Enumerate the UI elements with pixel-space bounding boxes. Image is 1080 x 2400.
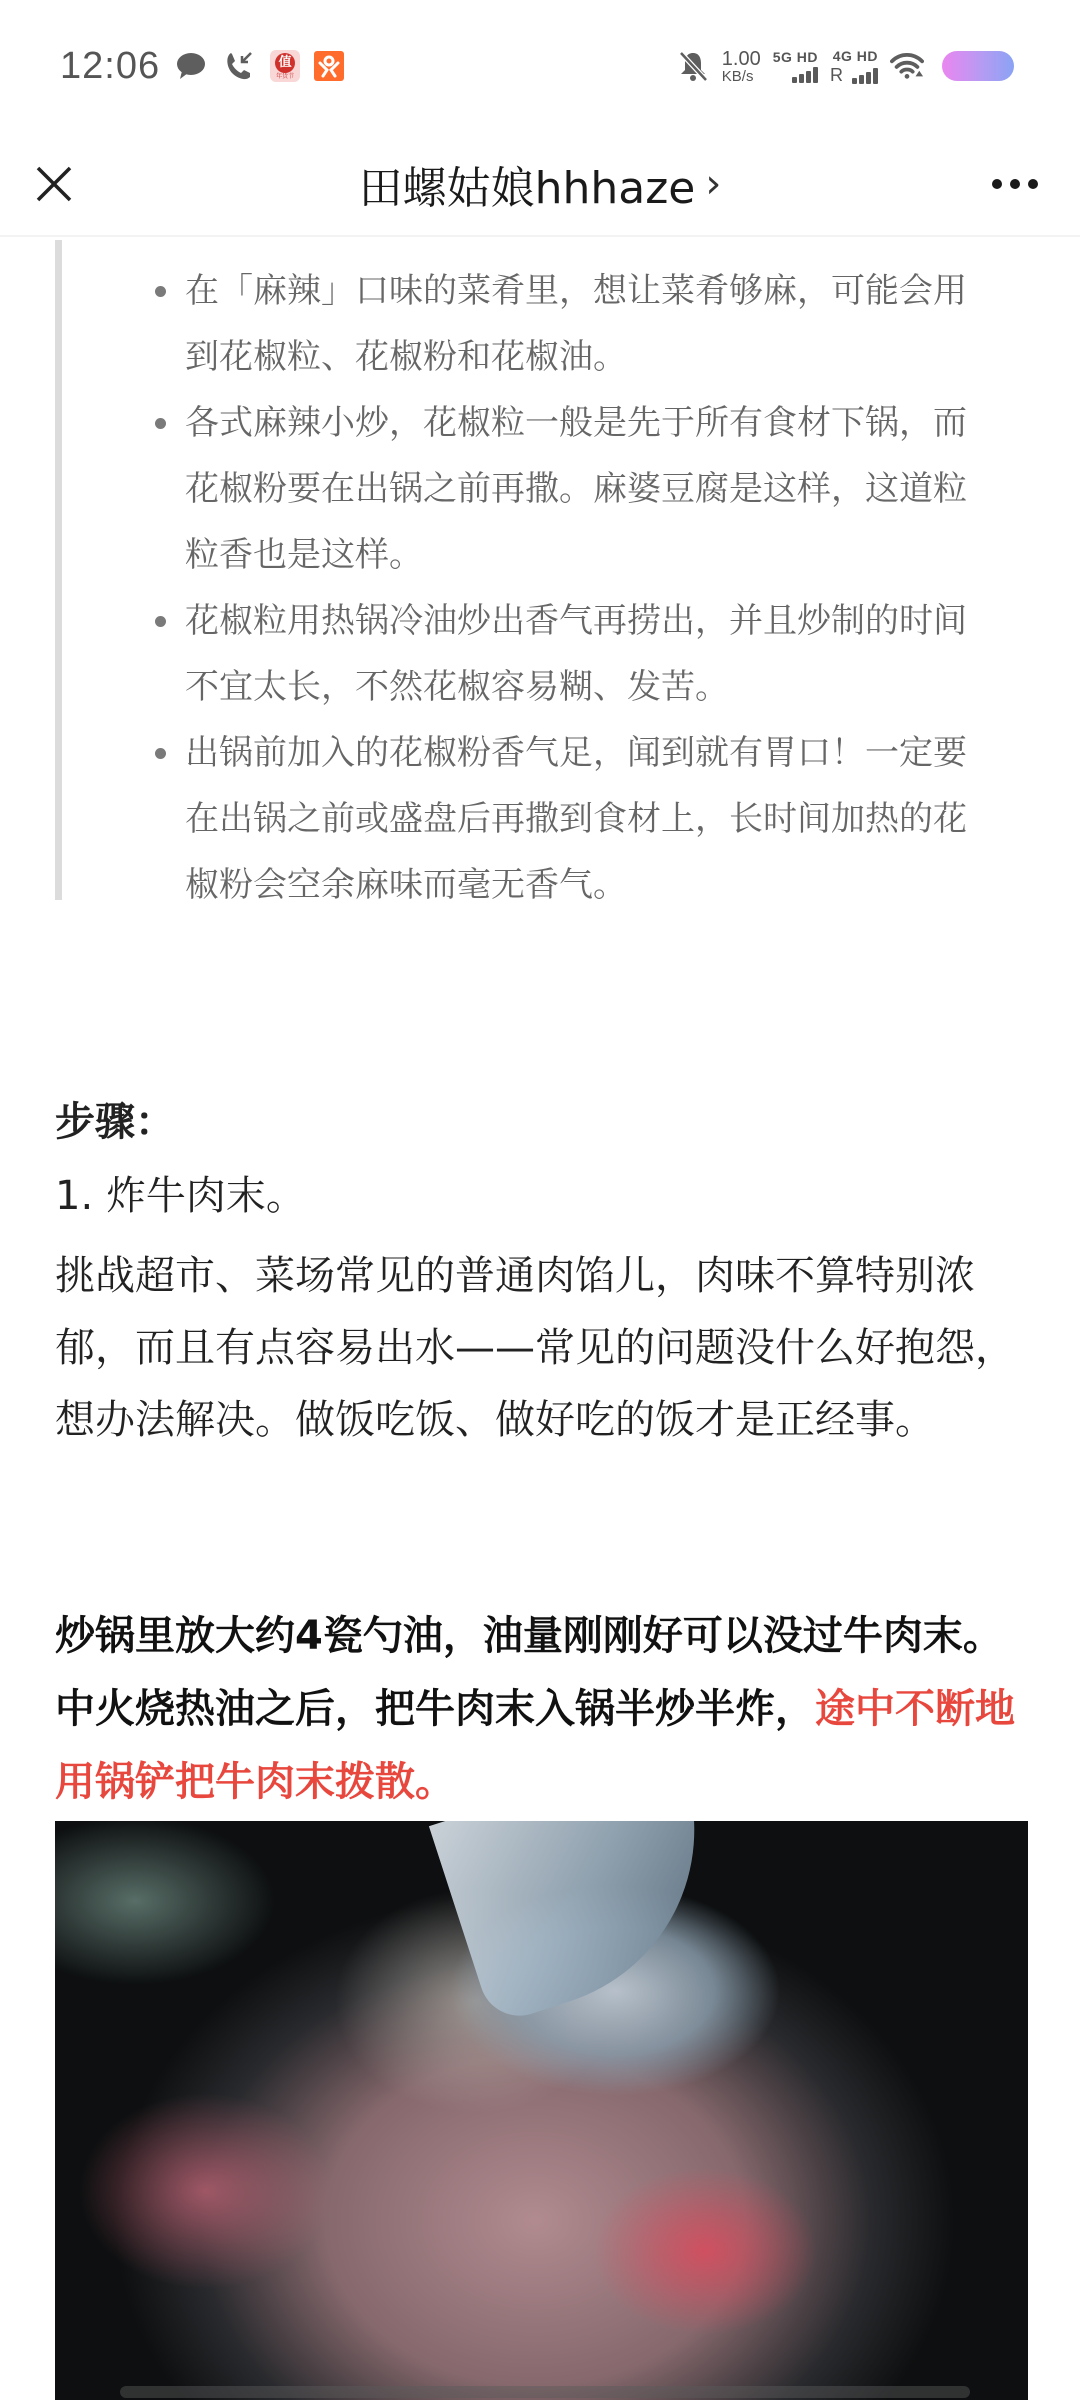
tip-item: 出锅前加入的花椒粉香气足，闻到就有胃口！一定要在出锅之前或盛盘后再撒到食材上，长时间加热的花椒粉会空余麻味而毫无香气。: [155, 720, 975, 918]
message-icon: [174, 49, 208, 83]
step-1-title: 1. 炸牛肉末。: [55, 1173, 306, 1219]
tip-item: 花椒粒用热锅冷油炒出香气再捞出，并且炒制的时间不宜太长，不然花椒容易糊、发苦。: [155, 588, 975, 720]
status-time: 12:06: [60, 44, 161, 87]
image-scroll-indicator: [120, 2386, 970, 2398]
wifi-icon: [890, 49, 924, 83]
status-right: [676, 44, 1014, 88]
chevron-right-icon: ›: [705, 161, 722, 207]
step-1-instruction: [55, 1600, 1030, 1819]
step-1-paragraph: 挑战超市、菜场常见的普通肉馅儿，肉味不算特别浓郁，而且有点容易出水——常见的问题没什么好抱怨，想办法解决。做饭吃饭、做好吃的饭才是正经事。: [55, 1253, 1015, 1443]
missed-call-icon: [222, 49, 256, 83]
instruction-highlight: 途中不断地用锅铲把牛肉末拨散。: [55, 1686, 1015, 1805]
page-header: [0, 130, 1080, 237]
tip-item: 各式麻辣小炒，花椒粒一般是先于所有食材下锅，而花椒粉要在出锅之前再撒。麻婆豆腐是这样，这道粒粒香也是这样。: [155, 390, 975, 588]
battery-indicator: [942, 51, 1014, 81]
more-dot-icon: [992, 179, 1002, 189]
status-bar: [0, 0, 1080, 130]
network-speed: 1.00 KB/s: [721, 47, 761, 85]
steps-heading: 步骤：: [55, 1099, 175, 1145]
author-title-link[interactable]: [359, 152, 722, 216]
sim1-signal: 5G HD: [773, 50, 818, 83]
tips-list: [155, 258, 975, 918]
sim2-signal: 4G HD R: [830, 47, 878, 85]
step-photo-frying-beef[interactable]: [55, 1821, 1028, 2400]
roaming-indicator: R: [830, 64, 843, 85]
more-dot-icon: [1010, 179, 1020, 189]
zhi-app-icon: 值 年货节: [270, 50, 300, 82]
tips-quote-block: [55, 240, 1015, 905]
tip-item: 在「麻辣」口味的菜肴里，想让菜肴够麻，可能会用到花椒粒、花椒粉和花椒油。: [155, 258, 975, 390]
more-dot-icon: [1028, 179, 1038, 189]
signal-bars-icon: [852, 68, 878, 84]
spatula-shape: [429, 1821, 741, 2026]
author-name: 田螺姑娘hhhaze: [358, 163, 696, 214]
dazhong-app-icon: [314, 51, 344, 81]
status-left: [60, 42, 344, 90]
signal-bars-icon: [792, 67, 818, 83]
instruction-text: 炒锅里放大约4瓷勺油，油量刚刚好可以没过牛肉末。中火烧热油之后，把牛肉末入锅半炒半炸，: [55, 1613, 1003, 1732]
more-options-button[interactable]: [980, 162, 1050, 206]
bell-muted-icon: [676, 49, 710, 83]
